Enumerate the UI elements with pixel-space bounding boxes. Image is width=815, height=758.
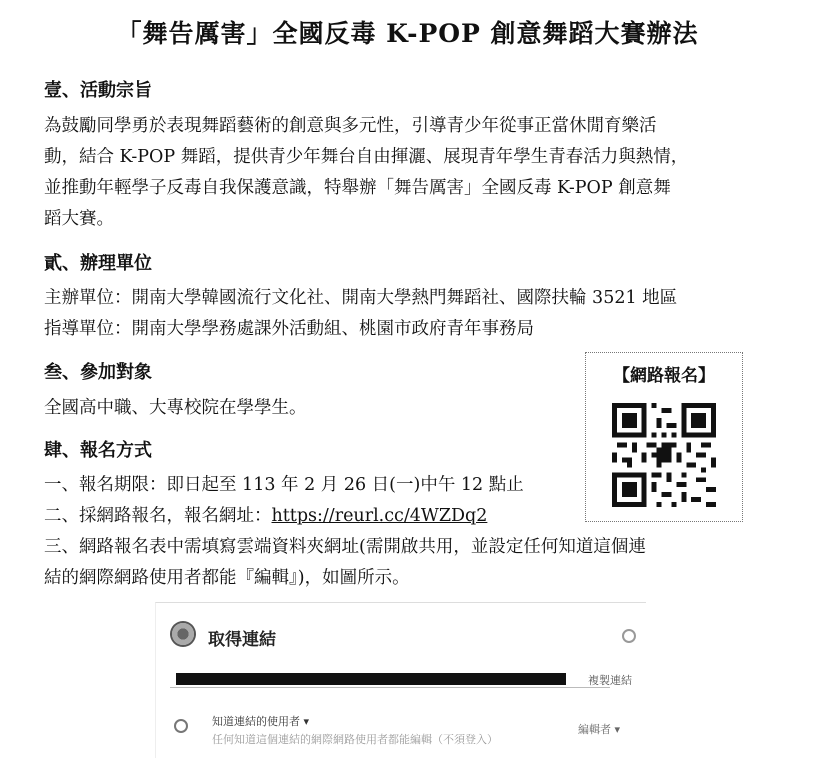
registration-prefix: 二、採網路報名，報名網址： [44, 506, 272, 526]
globe-icon [174, 719, 188, 733]
document-title: 「舞告厲害」全國反毒 K-POP 創意舞蹈大賽辦法 [116, 19, 699, 48]
section-1-heading: 壹、活動宗旨 [44, 80, 152, 101]
section-2-heading: 貳、辦理單位 [44, 253, 152, 274]
section-3-heading: 叁、參加對象 [44, 362, 152, 383]
section-1-line-1: 為鼓勵同學勇於表現舞蹈藝術的創意與多元性，引導青少年從事正當休閒育樂活 [44, 116, 657, 136]
share-dialog-title: 取得連結 [208, 630, 276, 650]
divider [170, 687, 610, 688]
gear-icon [622, 629, 636, 643]
access-description: 任何知道這個連結的網際網路使用者都能編輯（不須登入） [212, 733, 498, 746]
section-1-line-2: 動，結合 K-POP 舞蹈，提供青少年舞台自由揮灑、展現青年學生青春活力與熱情， [44, 147, 689, 167]
share-link-screenshot [155, 602, 646, 758]
cloud-folder-line-1: 三、網路報名表中需填寫雲端資料夾網址(需開啟共用，並設定任何知道這個連 [44, 537, 646, 557]
qr-code-icon[interactable] [612, 403, 716, 507]
drive-logo-icon [170, 621, 196, 647]
qr-registration-box [585, 352, 743, 522]
organizer-line: 主辦單位：開南大學韓國流行文化社、開南大學熱門舞蹈社、國際扶輪 3521 地區 [44, 288, 678, 308]
access-label: 知道連結的使用者 ▾ [212, 715, 310, 728]
participants-line: 全國高中職、大專校院在學學生。 [44, 398, 307, 418]
qr-title: 【網路報名】 [613, 366, 715, 386]
advisor-line: 指導單位：開南大學學務處課外活動組、桃園市政府青年事務局 [44, 319, 534, 339]
registration-url-link[interactable]: https://reurl.cc/4WZDq2 [271, 506, 488, 526]
registration-line [44, 501, 487, 532]
copy-link-button: 複製連結 [588, 674, 632, 687]
deadline-line: 一、報名期限：即日起至 113 年 2 月 26 日(一)中午 12 點止 [44, 475, 524, 495]
cloud-folder-line-2: 結的網際網路使用者都能『編輯』)，如圖所示。 [44, 568, 410, 588]
section-4-heading: 肆、報名方式 [44, 440, 152, 461]
redacted-link-bar [176, 673, 566, 685]
section-1-line-3: 並推動年輕學子反毒自我保護意識，特舉辦「舞告厲害」全國反毒 K-POP 創意舞 [44, 178, 671, 198]
section-1-line-4: 蹈大賽。 [44, 209, 114, 229]
role-dropdown: 編輯者 ▾ [578, 723, 621, 736]
